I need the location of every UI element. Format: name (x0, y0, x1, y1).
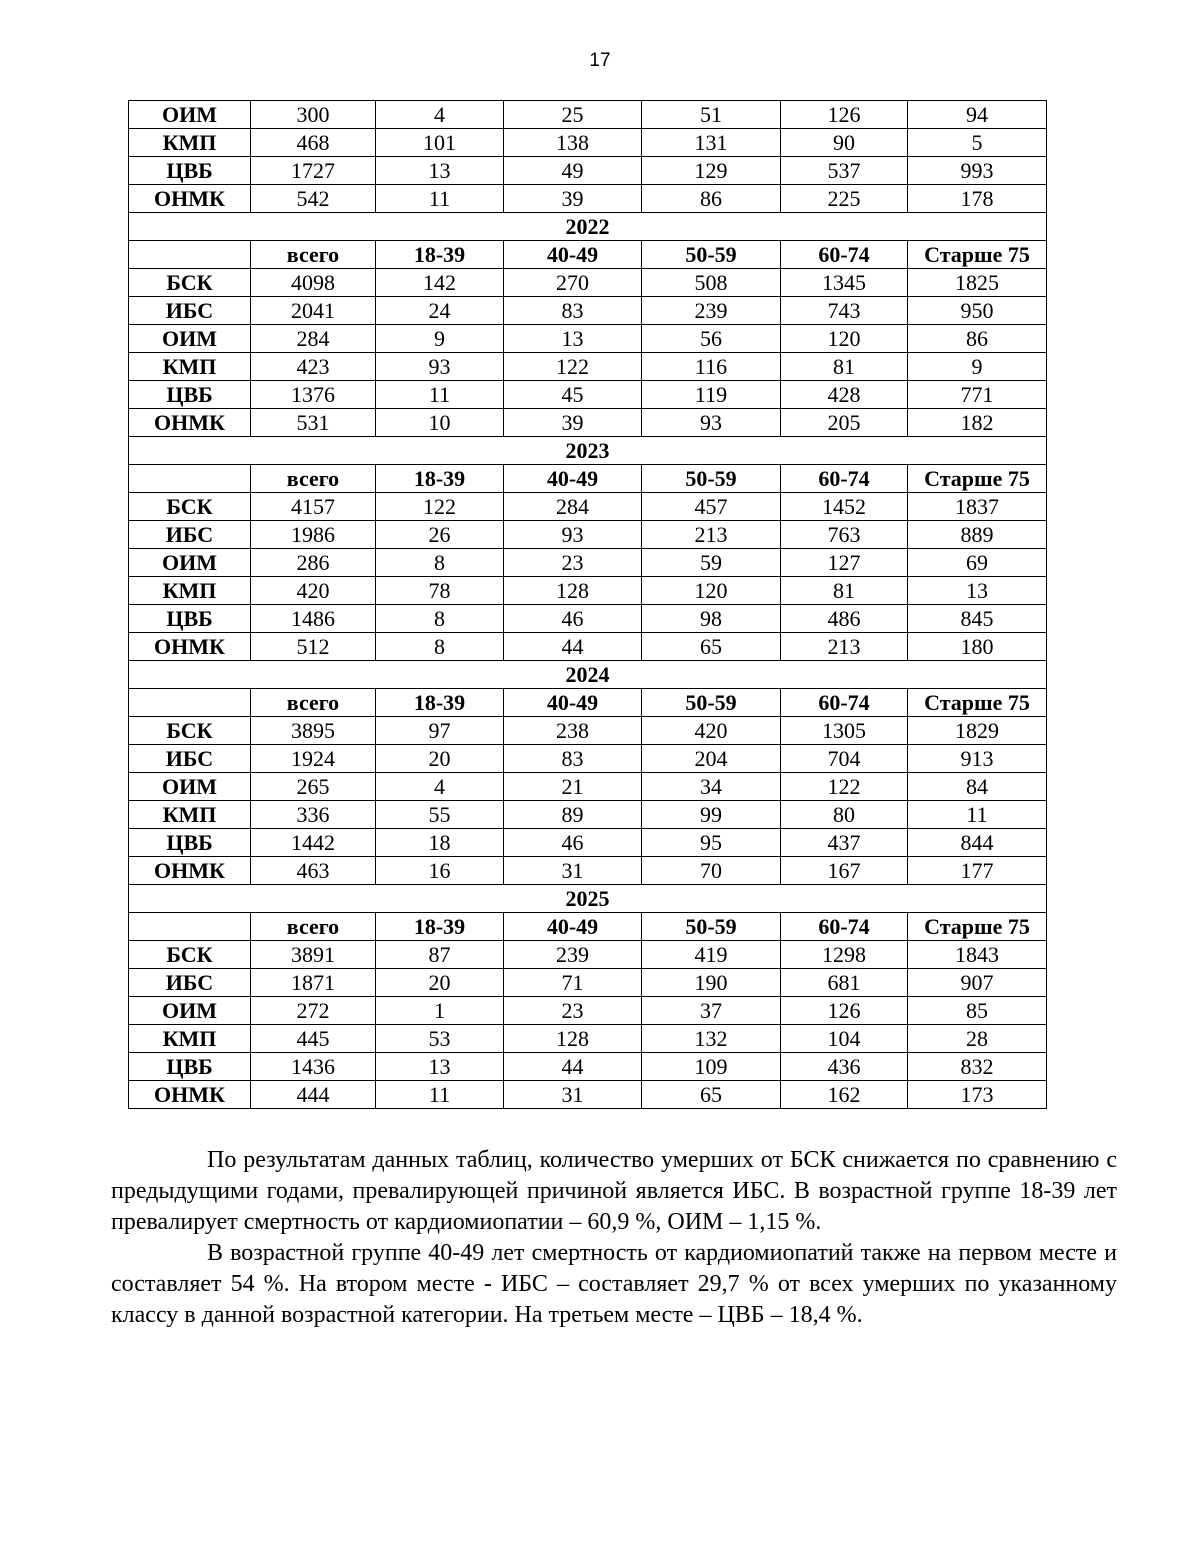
table-cell: 225 (781, 185, 908, 213)
table-cell: 78 (376, 577, 504, 605)
table-cell: 10 (376, 409, 504, 437)
table-cell: 53 (376, 1025, 504, 1053)
table-row (129, 801, 1047, 829)
row-label: ОНМК (129, 185, 251, 213)
table-cell: 681 (781, 969, 908, 997)
table-cell: 65 (642, 633, 781, 661)
table-row (129, 269, 1047, 297)
table-cell: 336 (251, 801, 376, 829)
row-label: КМП (129, 129, 251, 157)
column-header: 18-39 (376, 465, 504, 493)
table-cell: 119 (642, 381, 781, 409)
table-row (129, 409, 1047, 437)
table-cell: 81 (781, 577, 908, 605)
column-header: 18-39 (376, 689, 504, 717)
table-cell: 182 (908, 409, 1047, 437)
table-row (129, 1025, 1047, 1053)
table-cell: 213 (781, 633, 908, 661)
table-cell: 272 (251, 997, 376, 1025)
table-cell: 23 (504, 549, 642, 577)
table-cell: 131 (642, 129, 781, 157)
year-row (129, 661, 1047, 689)
table-cell: 913 (908, 745, 1047, 773)
table-cell: 109 (642, 1053, 781, 1081)
table-cell: 126 (781, 997, 908, 1025)
table-cell: 120 (642, 577, 781, 605)
paragraph-1: По результатам данных таблиц, количество умерших от БСК снижается по сравнению с предыдущими годами, превалирующей причиной является ИБС. В возрастной группе 18-39 лет превалирует смертность от кардиомиопатии – 60,9 %, ОИМ – 1,15 %. (111, 1147, 1117, 1235)
table-cell: 16 (376, 857, 504, 885)
table-cell: 1825 (908, 269, 1047, 297)
row-label: ОИМ (129, 773, 251, 801)
table-cell: 1924 (251, 745, 376, 773)
table-cell: 34 (642, 773, 781, 801)
year-row (129, 885, 1047, 913)
table-cell: 20 (376, 745, 504, 773)
table-cell: 120 (781, 325, 908, 353)
table-row (129, 157, 1047, 185)
column-header (129, 465, 251, 493)
row-label: БСК (129, 269, 251, 297)
table-cell: 128 (504, 1025, 642, 1053)
table-cell: 300 (251, 101, 376, 129)
table-cell: 93 (376, 353, 504, 381)
table-cell: 428 (781, 381, 908, 409)
table-cell: 832 (908, 1053, 1047, 1081)
table-cell: 743 (781, 297, 908, 325)
column-header: 60-74 (781, 465, 908, 493)
table-cell: 4157 (251, 493, 376, 521)
table-cell: 950 (908, 297, 1047, 325)
table-cell: 98 (642, 605, 781, 633)
table-cell: 116 (642, 353, 781, 381)
table-cell: 49 (504, 157, 642, 185)
column-header: 18-39 (376, 241, 504, 269)
table-cell: 437 (781, 829, 908, 857)
row-label: ИБС (129, 297, 251, 325)
table-cell: 3895 (251, 717, 376, 745)
table-cell: 13 (376, 1053, 504, 1081)
column-header: 40-49 (504, 465, 642, 493)
table-cell: 9 (908, 353, 1047, 381)
row-label: ОИМ (129, 325, 251, 353)
table-cell: 122 (504, 353, 642, 381)
column-header: 50-59 (642, 465, 781, 493)
table-cell: 83 (504, 745, 642, 773)
table-row (129, 325, 1047, 353)
column-header: 40-49 (504, 913, 642, 941)
table-cell: 180 (908, 633, 1047, 661)
row-label: КМП (129, 801, 251, 829)
table-cell: 284 (251, 325, 376, 353)
table-row (129, 129, 1047, 157)
table-cell: 129 (642, 157, 781, 185)
row-label: КМП (129, 1025, 251, 1053)
row-label: КМП (129, 353, 251, 381)
table-cell: 80 (781, 801, 908, 829)
table-cell: 537 (781, 157, 908, 185)
table-cell: 167 (781, 857, 908, 885)
table-cell: 2041 (251, 297, 376, 325)
table-cell: 11 (908, 801, 1047, 829)
column-header: 60-74 (781, 241, 908, 269)
year-row (129, 213, 1047, 241)
table-cell: 81 (781, 353, 908, 381)
table-cell: 39 (504, 185, 642, 213)
table-cell: 1298 (781, 941, 908, 969)
table-row (129, 297, 1047, 325)
row-label: ИБС (129, 969, 251, 997)
table-row (129, 633, 1047, 661)
row-label: БСК (129, 717, 251, 745)
table-cell: 1871 (251, 969, 376, 997)
table-cell: 1436 (251, 1053, 376, 1081)
table-cell: 239 (504, 941, 642, 969)
table-cell: 89 (504, 801, 642, 829)
table-cell: 59 (642, 549, 781, 577)
table-cell: 128 (504, 577, 642, 605)
table-cell: 101 (376, 129, 504, 157)
paragraph-2: В возрастной группе 40-49 лет смертность от кардиомиопатий также на первом месте и составляет 54 %. На втором месте - ИБС – составляет 29,7 % от всех умерших по указанному классу в данной возрастной категории. На третьем месте – ЦВБ – 18,4 %. (111, 1240, 1117, 1328)
table-cell: 28 (908, 1025, 1047, 1053)
row-label: ОИМ (129, 549, 251, 577)
table-cell: 844 (908, 829, 1047, 857)
table-cell: 126 (781, 101, 908, 129)
table-cell: 1442 (251, 829, 376, 857)
table-cell: 93 (504, 521, 642, 549)
table-cell: 1843 (908, 941, 1047, 969)
table-cell: 31 (504, 1081, 642, 1109)
year-label: 2023 (129, 437, 1047, 465)
year-label: 2022 (129, 213, 1047, 241)
column-header: 50-59 (642, 913, 781, 941)
row-label: ОИМ (129, 101, 251, 129)
table-row (129, 717, 1047, 745)
table-cell: 122 (376, 493, 504, 521)
table-cell: 8 (376, 549, 504, 577)
table-body (129, 101, 1047, 1109)
table-cell: 1452 (781, 493, 908, 521)
table-cell: 83 (504, 297, 642, 325)
table-cell: 4 (376, 101, 504, 129)
table-cell: 177 (908, 857, 1047, 885)
table-cell: 1376 (251, 381, 376, 409)
table-cell: 104 (781, 1025, 908, 1053)
column-header: Старше 75 (908, 689, 1047, 717)
table-cell: 436 (781, 1053, 908, 1081)
table-cell: 4098 (251, 269, 376, 297)
table-cell: 420 (251, 577, 376, 605)
table-cell: 9 (376, 325, 504, 353)
table-row (129, 493, 1047, 521)
table-cell: 1829 (908, 717, 1047, 745)
row-label: БСК (129, 941, 251, 969)
table-cell: 265 (251, 773, 376, 801)
header-row (129, 689, 1047, 717)
table-cell: 138 (504, 129, 642, 157)
table-cell: 704 (781, 745, 908, 773)
table-cell: 31 (504, 857, 642, 885)
table-cell: 18 (376, 829, 504, 857)
table-cell: 44 (504, 1053, 642, 1081)
table-cell: 173 (908, 1081, 1047, 1109)
column-header: всего (251, 913, 376, 941)
table-row (129, 353, 1047, 381)
table-cell: 94 (908, 101, 1047, 129)
table-cell: 21 (504, 773, 642, 801)
column-header: 40-49 (504, 689, 642, 717)
table-cell: 419 (642, 941, 781, 969)
table-cell: 37 (642, 997, 781, 1025)
row-label: ЦВБ (129, 829, 251, 857)
row-label: ИБС (129, 745, 251, 773)
table-cell: 508 (642, 269, 781, 297)
table-cell: 13 (504, 325, 642, 353)
table-cell: 99 (642, 801, 781, 829)
table-cell: 86 (908, 325, 1047, 353)
table-cell: 46 (504, 829, 642, 857)
table-cell: 20 (376, 969, 504, 997)
table-cell: 238 (504, 717, 642, 745)
table-cell: 1837 (908, 493, 1047, 521)
column-header: 50-59 (642, 689, 781, 717)
table-cell: 1 (376, 997, 504, 1025)
table-row (129, 381, 1047, 409)
row-label: ОНМК (129, 633, 251, 661)
table-row (129, 969, 1047, 997)
table-cell: 70 (642, 857, 781, 885)
table-cell: 11 (376, 185, 504, 213)
table-cell: 213 (642, 521, 781, 549)
table-cell: 205 (781, 409, 908, 437)
table-row (129, 101, 1047, 129)
table-cell: 93 (642, 409, 781, 437)
table-cell: 1486 (251, 605, 376, 633)
table-cell: 71 (504, 969, 642, 997)
table-row (129, 941, 1047, 969)
table-cell: 55 (376, 801, 504, 829)
row-label: ОНМК (129, 1081, 251, 1109)
table-cell: 11 (376, 1081, 504, 1109)
table-cell: 444 (251, 1081, 376, 1109)
table-cell: 763 (781, 521, 908, 549)
table-cell: 122 (781, 773, 908, 801)
table-cell: 771 (908, 381, 1047, 409)
table-cell: 457 (642, 493, 781, 521)
column-header: 60-74 (781, 913, 908, 941)
column-header: 60-74 (781, 689, 908, 717)
table-cell: 420 (642, 717, 781, 745)
column-header: всего (251, 241, 376, 269)
table-cell: 468 (251, 129, 376, 157)
table-cell: 445 (251, 1025, 376, 1053)
row-label: ЦВБ (129, 1053, 251, 1081)
year-row (129, 437, 1047, 465)
table-cell: 463 (251, 857, 376, 885)
table-cell: 46 (504, 605, 642, 633)
table-cell: 87 (376, 941, 504, 969)
table-cell: 90 (781, 129, 908, 157)
table-cell: 51 (642, 101, 781, 129)
table-cell: 162 (781, 1081, 908, 1109)
column-header: Старше 75 (908, 465, 1047, 493)
row-label: ЦВБ (129, 605, 251, 633)
page-number: 17 (589, 50, 611, 71)
column-header: 40-49 (504, 241, 642, 269)
table-row (129, 185, 1047, 213)
table-cell: 39 (504, 409, 642, 437)
row-label: ИБС (129, 521, 251, 549)
column-header: всего (251, 689, 376, 717)
table-cell: 8 (376, 633, 504, 661)
table-cell: 13 (908, 577, 1047, 605)
table-cell: 142 (376, 269, 504, 297)
table-row (129, 857, 1047, 885)
row-label: ОИМ (129, 997, 251, 1025)
table-cell: 3891 (251, 941, 376, 969)
table-cell: 45 (504, 381, 642, 409)
column-header: Старше 75 (908, 241, 1047, 269)
table-row (129, 997, 1047, 1025)
table-cell: 44 (504, 633, 642, 661)
column-header (129, 913, 251, 941)
table-cell: 512 (251, 633, 376, 661)
table-cell: 204 (642, 745, 781, 773)
header-row (129, 241, 1047, 269)
table-cell: 97 (376, 717, 504, 745)
table-cell: 286 (251, 549, 376, 577)
table-cell: 423 (251, 353, 376, 381)
table-cell: 993 (908, 157, 1047, 185)
table-cell: 56 (642, 325, 781, 353)
table-cell: 11 (376, 381, 504, 409)
table-row (129, 773, 1047, 801)
table-cell: 239 (642, 297, 781, 325)
column-header: 50-59 (642, 241, 781, 269)
table-cell: 25 (504, 101, 642, 129)
header-row (129, 465, 1047, 493)
table-cell: 8 (376, 605, 504, 633)
table-row (129, 549, 1047, 577)
column-header: 18-39 (376, 913, 504, 941)
table-cell: 132 (642, 1025, 781, 1053)
column-header (129, 689, 251, 717)
table-row (129, 1053, 1047, 1081)
table-cell: 5 (908, 129, 1047, 157)
table-cell: 1305 (781, 717, 908, 745)
column-header: всего (251, 465, 376, 493)
row-label: ЦВБ (129, 157, 251, 185)
table-cell: 4 (376, 773, 504, 801)
table-cell: 127 (781, 549, 908, 577)
table-cell: 95 (642, 829, 781, 857)
table-cell: 190 (642, 969, 781, 997)
table-cell: 65 (642, 1081, 781, 1109)
table-cell: 86 (642, 185, 781, 213)
table-cell: 24 (376, 297, 504, 325)
table-cell: 486 (781, 605, 908, 633)
row-label: ОНМК (129, 409, 251, 437)
table-row (129, 1081, 1047, 1109)
table-cell: 13 (376, 157, 504, 185)
year-label: 2024 (129, 661, 1047, 689)
table-cell: 85 (908, 997, 1047, 1025)
table-cell: 23 (504, 997, 642, 1025)
table-cell: 284 (504, 493, 642, 521)
year-label: 2025 (129, 885, 1047, 913)
mortality-table (128, 100, 1047, 1109)
row-label: ЦВБ (129, 381, 251, 409)
table-cell: 270 (504, 269, 642, 297)
table-row (129, 745, 1047, 773)
row-label: БСК (129, 493, 251, 521)
row-label: ОНМК (129, 857, 251, 885)
table-cell: 69 (908, 549, 1047, 577)
table-cell: 1727 (251, 157, 376, 185)
table-cell: 542 (251, 185, 376, 213)
row-label: КМП (129, 577, 251, 605)
table-cell: 845 (908, 605, 1047, 633)
table-cell: 889 (908, 521, 1047, 549)
table-cell: 531 (251, 409, 376, 437)
body-text (111, 1145, 1117, 1331)
table-cell: 1986 (251, 521, 376, 549)
table-cell: 907 (908, 969, 1047, 997)
header-row (129, 913, 1047, 941)
column-header (129, 241, 251, 269)
table-cell: 178 (908, 185, 1047, 213)
table-cell: 84 (908, 773, 1047, 801)
table-cell: 1345 (781, 269, 908, 297)
table-row (129, 577, 1047, 605)
table-row (129, 521, 1047, 549)
table-row (129, 829, 1047, 857)
table-row (129, 605, 1047, 633)
column-header: Старше 75 (908, 913, 1047, 941)
table-cell: 26 (376, 521, 504, 549)
